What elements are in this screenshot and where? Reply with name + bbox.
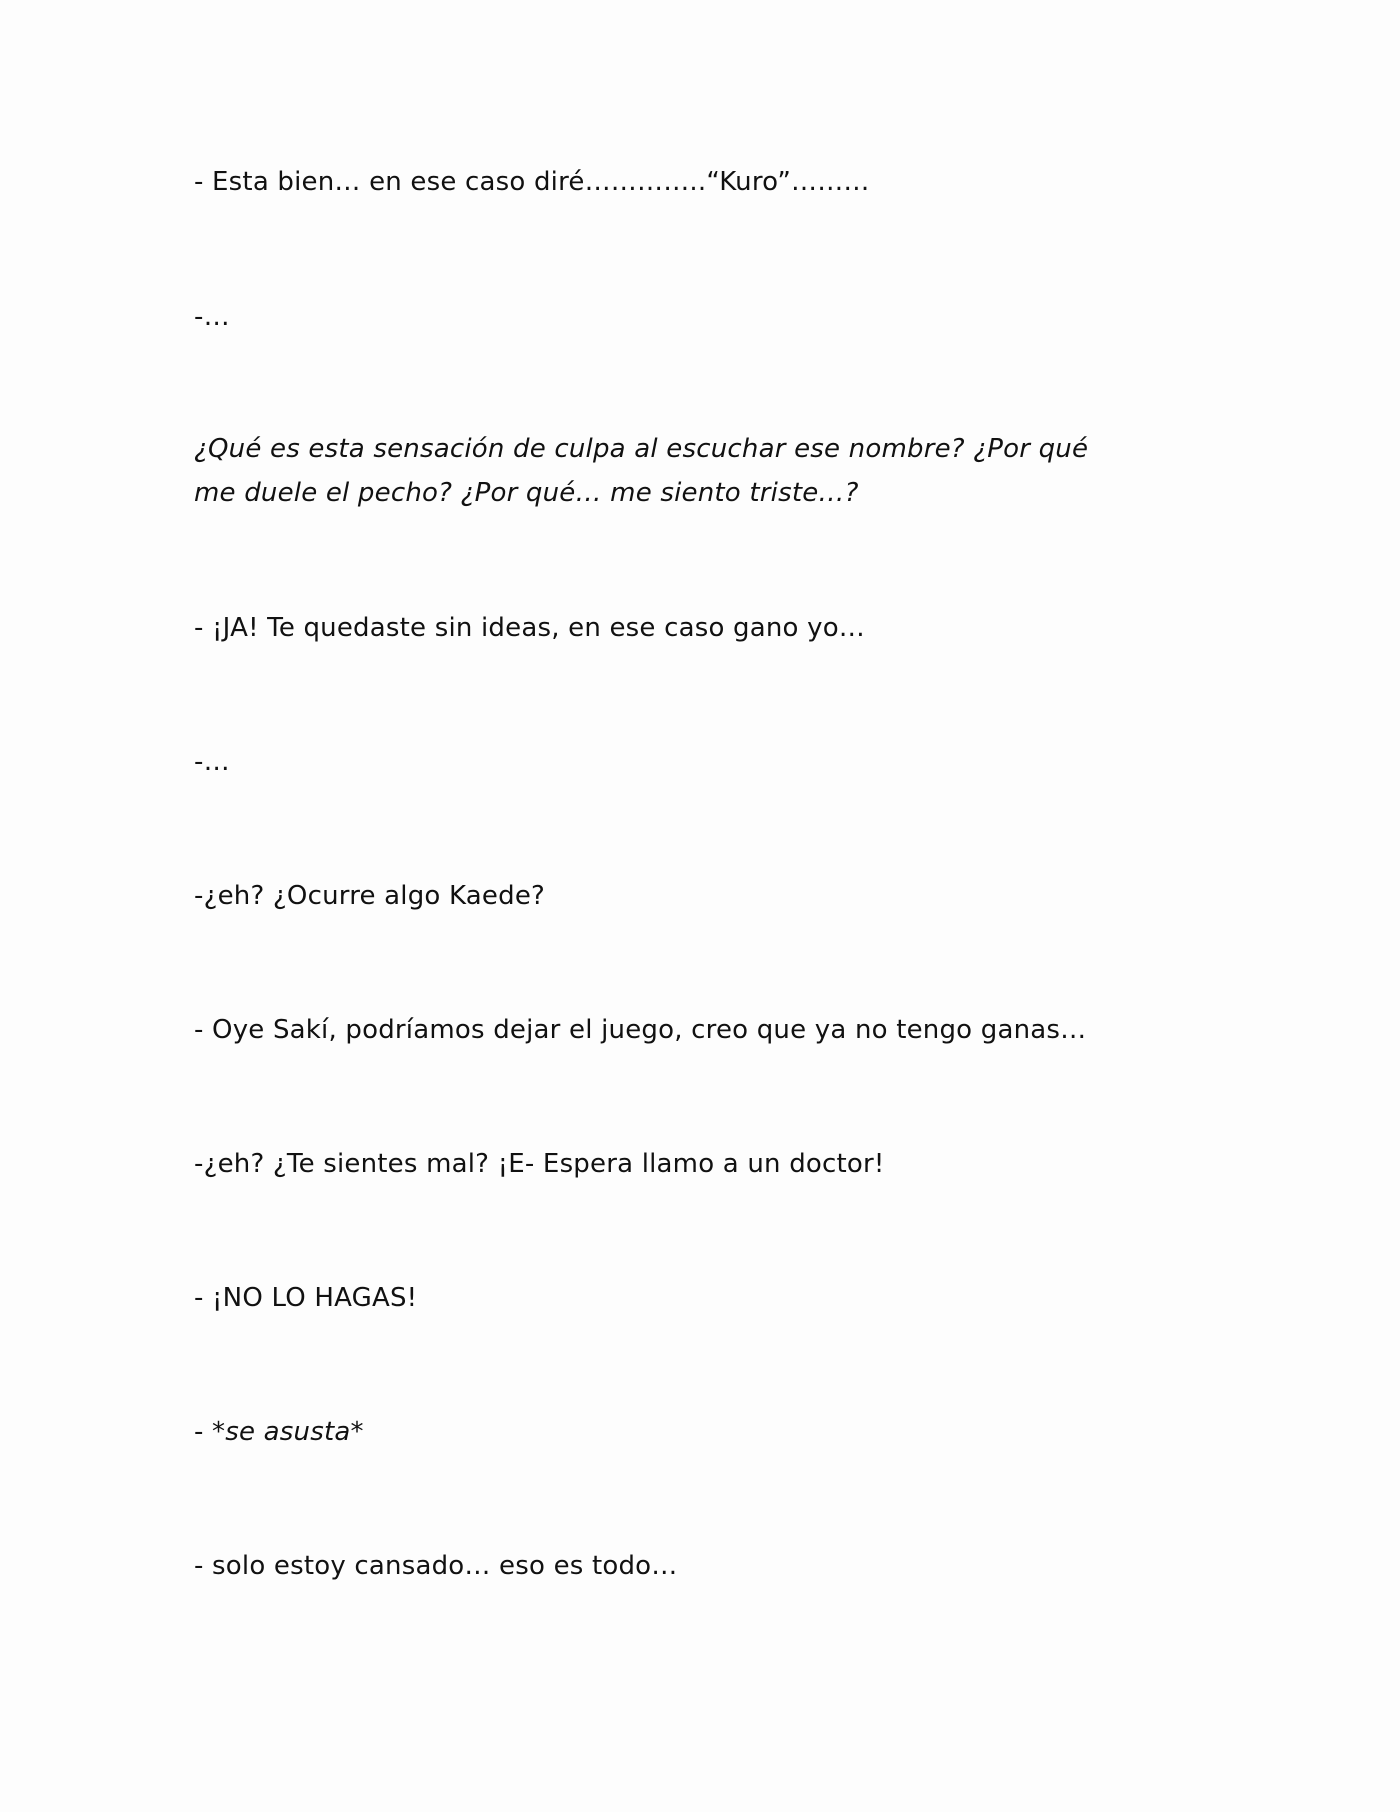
action-dash: - — [194, 1417, 213, 1447]
action-text: *se asusta* — [212, 1417, 364, 1447]
action-line — [194, 1410, 1194, 1454]
dialogue-line: -¿eh? ¿Te sientes mal? ¡E- Espera llamo a un doctor! — [194, 1149, 885, 1179]
dialogue-line: - Oye Sakí, podríamos dejar el juego, creo que ya no tengo ganas… — [194, 1015, 1087, 1045]
dialogue-line: -… — [194, 747, 230, 777]
dialogue-line: - ¡JA! Te quedaste sin ideas, en ese caso gano yo… — [194, 613, 866, 643]
dialogue-line: -¿eh? ¿Ocurre algo Kaede? — [194, 881, 546, 911]
dialogue-line: - ¡NO LO HAGAS! — [194, 1283, 418, 1313]
dialogue-line: - Esta bien… en ese caso diré…………..“Kuro”……… — [194, 167, 870, 197]
inner-thought-paragraph: ¿Qué es esta sensación de culpa al escuchar ese nombre? ¿Por qué me duele el pecho? ¿Por qué… me siento triste…? — [194, 434, 1089, 508]
dialogue-line: -… — [194, 302, 230, 332]
dialogue-line: - solo estoy cansado… eso es todo… — [194, 1551, 678, 1581]
